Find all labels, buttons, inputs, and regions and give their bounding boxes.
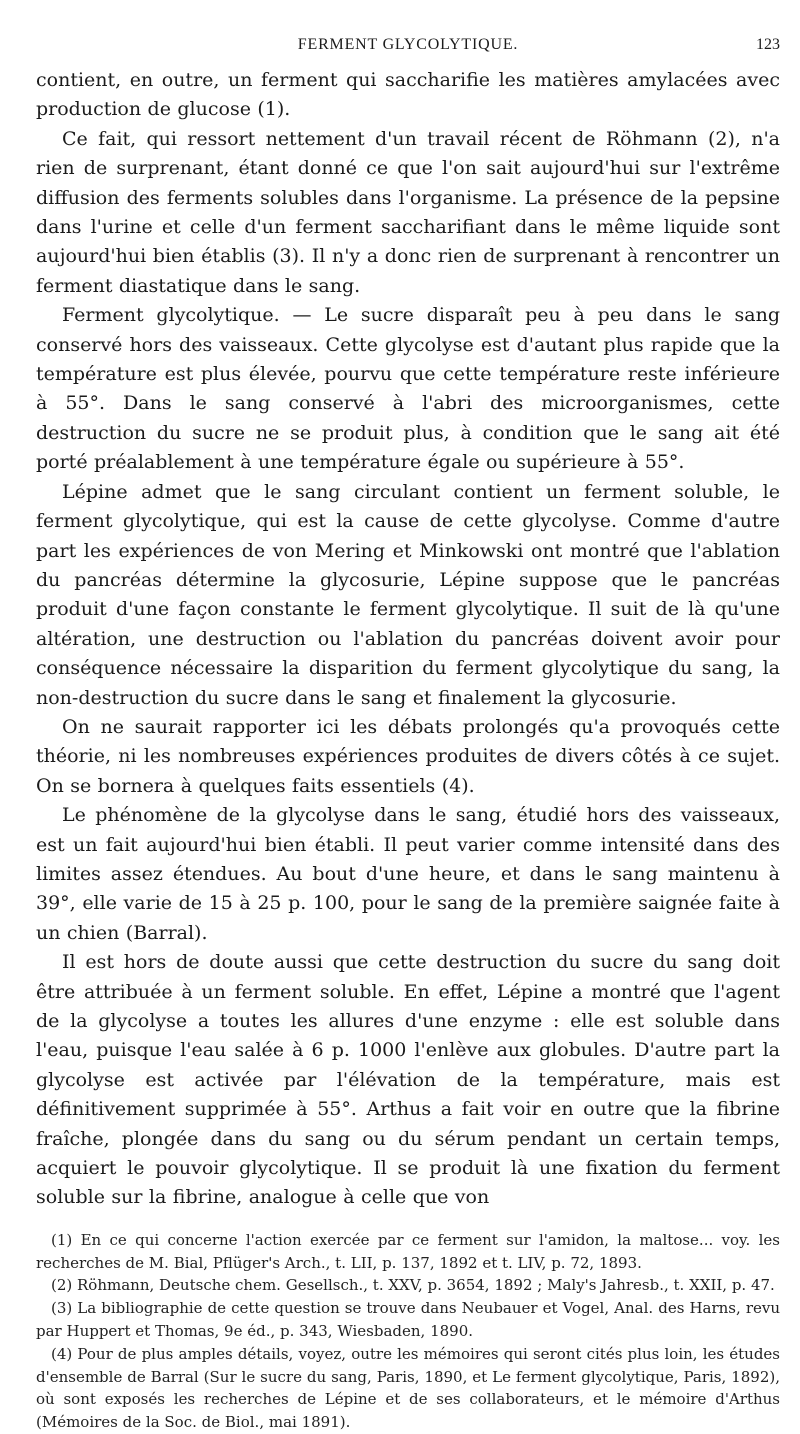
page-number: 123 bbox=[756, 36, 780, 53]
footnote: (2) Röhmann, Deutsche chem. Gesellsch., t. XXV, p. 3654, 1892 ; Maly's Jahresb., t. XXII, p. 47. bbox=[51, 1276, 775, 1295]
paragraph: Le phénomène de la glycolyse dans le sang, étudié hors des vaisseaux, est un fait aujourd'hui bien établi. Il peut varier comme intensité dans des limites assez étendues. Au bout d'une heure, et dans le sang maintenu à 39°, elle varie de 15 à 25 p. 100, pour le sang de la première saignée faite à un chien (Barral). bbox=[36, 804, 780, 944]
paragraph: Ferment glycolytique. — Le sucre disparaît peu à peu dans le sang conservé hors des vaisseaux. Cette glycolyse est d'autant plus rapide que la température est plus élevée, pourvu que cette température reste inférieure à 55°. Dans le sang conservé à l'abri des microorganismes, cette destruction du sucre ne se produit plus, à condition que le sang ait été porté préalablement à une température égale ou supérieure à 55°. bbox=[36, 304, 780, 474]
footnotes bbox=[36, 1229, 780, 1434]
running-head bbox=[36, 36, 780, 66]
paragraph: Lépine admet que le sang circulant contient un ferment soluble, le ferment glycolytique, qui est la cause de cette glycolyse. Comme d'autre part les expériences de von Mering et Minkowski ont montré que l'ablation du pancréas détermine la glycosurie, Lépine suppose que le pancréas produit d'une façon constante le ferment glycolytique. Il suit de là qu'une altération, une destruction ou l'ablation du pancréas doivent avoir pour conséquence nécessaire la disparition du ferment glycolytique du sang, la non-destruction du sucre dans le sang et finalement la glycosurie. bbox=[36, 480, 780, 709]
footnote: (3) La bibliographie de cette question se trouve dans Neubauer et Vogel, Anal. des Harns, revu par Huppert et Thomas, 9e éd., p. 343, Wiesbaden, 1890. bbox=[36, 1299, 780, 1341]
footnote: (4) Pour de plus amples détails, voyez, outre les mémoires qui seront cités plus loin, les études d'ensemble de Barral (Sur le sucre du sang, Paris, 1890, et Le ferment glycolytique, Paris, 1892), où sont exposés les recherches de Lépine et de ses collaborateurs, et le mémoire d'Arthus (Mémoires de la Soc. de Biol., mai 1891). bbox=[36, 1344, 780, 1432]
footnote: (1) En ce qui concerne l'action exercée par ce ferment sur l'amidon, la maltose... voy. les recherches de M. Bial, Pflüger's Arch., t. LII, p. 137, 1892 et t. LIV, p. 72, 1893. bbox=[36, 1230, 780, 1272]
paragraph: Il est hors de doute aussi que cette destruction du sucre du sang doit être attribuée à un ferment soluble. En effet, Lépine a montré que l'agent de la glycolyse a toutes les allures d'une enzyme : elle est soluble dans l'eau, puisque l'eau salée à 6 p. 1000 l'enlève aux globules. D'autre part la glycolyse est activée par l'élévation de la température, mais est définitivement supprimée à 55°. Arthus a fait voir en outre que la fibrine fraîche, plongée dans du sang ou du sérum pendant un certain temps, acquiert le pouvoir glycolytique. Il se produit là une fixation du ferment soluble sur la fibrine, analogue à celle que von bbox=[36, 951, 780, 1209]
body-text bbox=[36, 66, 780, 1213]
paragraph: contient, en outre, un ferment qui saccharifie les matières amylacées avec production de glucose (1). bbox=[36, 69, 780, 121]
paragraph: Ce fait, qui ressort nettement d'un travail récent de Röhmann (2), n'a rien de surprenant, étant donné ce que l'on sait aujourd'hui sur l'extrême diffusion des ferments solubles dans l'organisme. La présence de la pepsine dans l'urine et celle d'un ferment saccharifiant dans le même liquide sont aujourd'hui bien établis (3). Il n'y a donc rien de surprenant à rencontrer un ferment diastatique dans le sang. bbox=[36, 127, 780, 297]
running-title: FERMENT GLYCOLYTIQUE. bbox=[297, 36, 519, 53]
paragraph: On ne saurait rapporter ici les débats prolongés qu'a provoqués cette théorie, ni les nombreuses expériences produites de divers côtés à ce sujet. On se bornera à quelques faits essentiels (4). bbox=[36, 715, 780, 797]
